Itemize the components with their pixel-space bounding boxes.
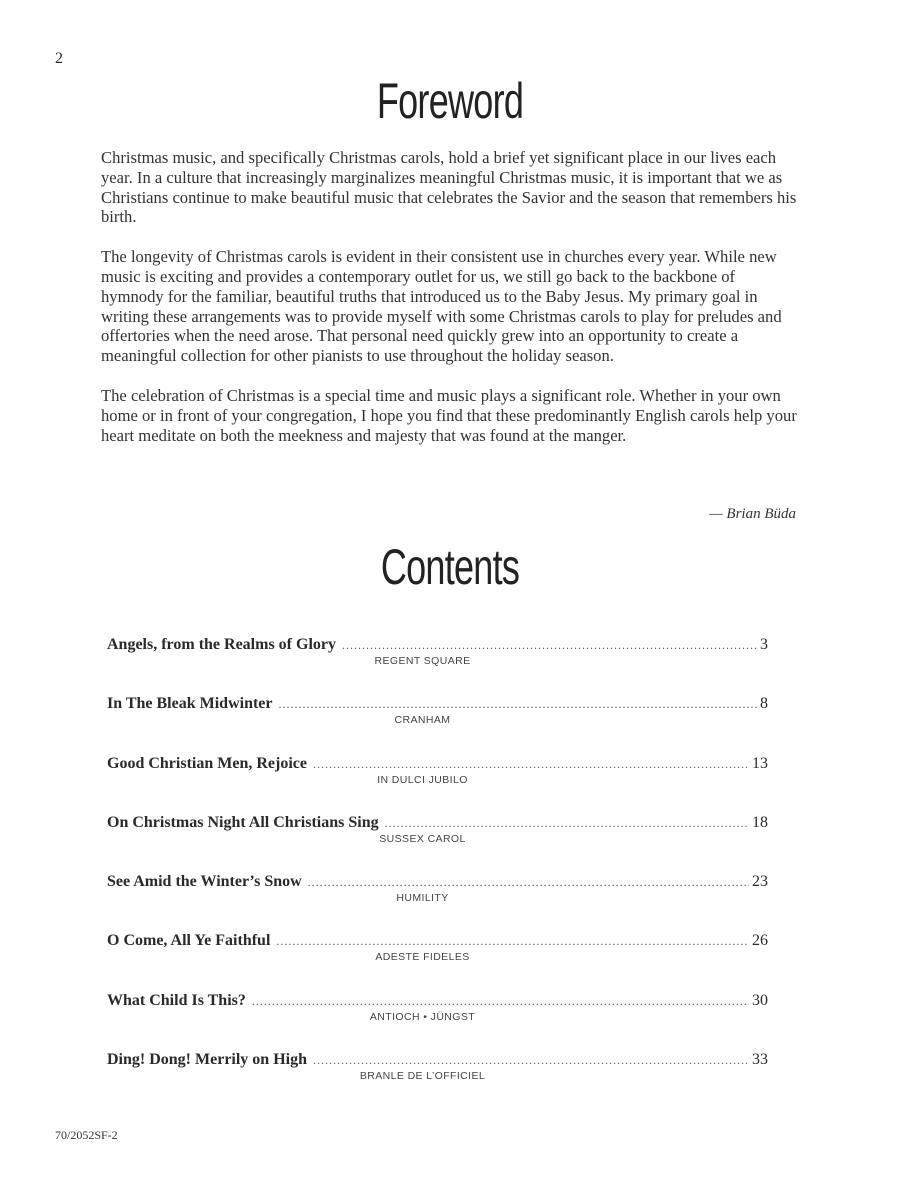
toc-entry-title: On Christmas Night All Christians Sing: [107, 813, 379, 831]
toc-entry-title: Angels, from the Realms of Glory: [107, 636, 336, 653]
toc-entry-page: 3: [760, 636, 768, 653]
toc-leader-dots: [276, 930, 749, 952]
toc-entry-title: Good Christian Men, Rejoice: [107, 754, 307, 772]
catalog-code: 70/2052SF-2: [55, 1128, 118, 1142]
toc-entry-tune: REGENT SQUARE: [374, 655, 471, 667]
table-of-contents: [107, 634, 768, 1108]
toc-entry[interactable]: [107, 812, 768, 871]
foreword-title: Foreword: [376, 73, 524, 129]
toc-entry-title: Ding! Dong! Merrily on High: [107, 1051, 307, 1069]
toc-leader-dots: [252, 990, 749, 1012]
toc-entry[interactable]: [107, 930, 768, 989]
toc-entry-page: 8: [760, 695, 768, 713]
toc-entry[interactable]: [107, 990, 768, 1049]
toc-leader-dots: [385, 812, 749, 834]
toc-entry-title: O Come, All Ye Faithful: [107, 932, 271, 950]
toc-entry[interactable]: [107, 753, 768, 812]
toc-entry-tune: HUMILITY: [396, 892, 449, 905]
toc-entry-page: 30: [752, 991, 768, 1009]
toc-entry-page: 26: [752, 932, 768, 950]
toc-entry-title: See Amid the Winter’s Snow: [107, 873, 302, 891]
toc-entry-tune: ANTIOCH • JÜNGST: [369, 1010, 476, 1023]
toc-entry[interactable]: [107, 693, 768, 752]
toc-leader-dots: [308, 871, 749, 893]
toc-entry-title: What Child Is This?: [107, 991, 246, 1009]
toc-entry-page: 33: [752, 1051, 768, 1069]
toc-entry-tune: SUSSEX CAROL: [379, 832, 466, 845]
toc-leader-dots: [313, 753, 749, 775]
toc-entry-tune: BRANLE DE L’OFFICIEL: [359, 1070, 486, 1083]
toc-leader-dots: [342, 634, 757, 656]
toc-entry-page: 18: [752, 813, 768, 831]
toc-entry-title: In The Bleak Midwinter: [107, 695, 273, 713]
toc-entry-page: 23: [752, 873, 768, 891]
page-number: 2: [55, 50, 63, 67]
toc-entry-page: 13: [752, 754, 768, 772]
toc-entry[interactable]: [107, 871, 768, 930]
toc-entry-tune: CRANHAM: [394, 714, 451, 727]
toc-leader-dots: [313, 1049, 749, 1071]
toc-entry[interactable]: [107, 1049, 768, 1108]
contents-title: Contents: [380, 539, 520, 595]
foreword-paragraph: The longevity of Christmas carols is evident in their consistent use in churches every year. While new music is exciting and provides a contemporary outlet for us, we still go back to the backbone of hymnody for the familiar, beautiful truths that introduced us to the Baby Jesus. My primary goal in writing these arrangements was to provide myself with some Christmas carols to play for preludes and offertories when the need arose. That personal need quickly grew into an opportunity to create a meaningful collection for other pianists to use throughout the holiday season.: [101, 247, 782, 366]
toc-entry-tune: ADESTE FIDELES: [375, 951, 470, 964]
toc-entry[interactable]: [107, 634, 768, 693]
foreword-paragraph: The celebration of Christmas is a special time and music plays a significant role. Whether in your own home or in front of your congregation, I hope you find that these predominantly English carols help your heart meditate on both the meekness and majesty that was found at the manger.: [101, 385, 797, 445]
toc-entry-tune: IN DULCI JUBILO: [377, 773, 468, 786]
toc-leader-dots: [279, 693, 758, 715]
foreword-body: [101, 148, 801, 465]
foreword-signature: — Brian Büda: [709, 506, 796, 522]
foreword-paragraph: Christmas music, and specifically Christmas carols, hold a brief yet significant place in our lives each year. In a culture that increasingly marginalizes meaningful Christmas music, it is important that we as Christians continue to make beautiful music that celebrates the Savior and the season that remembers his birth.: [101, 148, 797, 227]
